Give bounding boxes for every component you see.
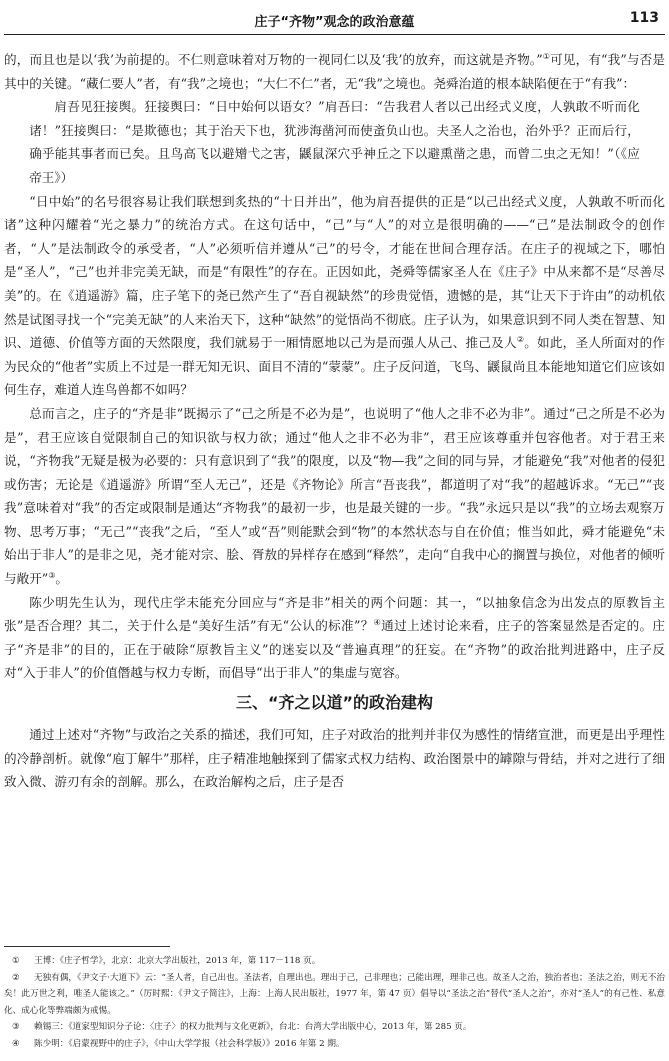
footnote-ref: ③ [48, 570, 56, 580]
footnote-ref: ② [516, 334, 525, 344]
paragraph-text: 陈少明先生认为，现代庄学未能充分回应与“齐是非”相关的两个问题：其一，“以抽象信念为出发点的原教旨主张”是否合理？其二，关于什么是“美好生活”有无“公认的标准”？ [4, 594, 665, 634]
paragraph-text: 。 [55, 571, 68, 587]
footnote-number: ② [12, 972, 20, 983]
running-header [0, 0, 669, 36]
paragraph [4, 402, 665, 591]
section-heading: 三、“齐之以道”的政治建构 [235, 693, 434, 713]
footnote-ref: ④ [373, 618, 382, 628]
paragraph-text: 通过上述讨论来看，庄子的答案显然是否定的。庄子“齐是非”的目的，正在于破除“原教旨主义”的迷妄以及“普遍真理”的狂妄。在“齐物”的政治批判进路中，庄子反对“入于非人”的价值僭越与权力专断，而倡导“出于非人”的集虚与宽容。 [4, 618, 666, 681]
footnote-rule [4, 946, 170, 947]
footnote-number: ③ [12, 1022, 20, 1033]
paragraph [4, 48, 665, 95]
header-rule [4, 34, 665, 35]
paragraph [4, 591, 665, 685]
footnote [4, 1019, 665, 1036]
footnote-text: 无独有偶，《尹文子·大道下》云：“圣人者，自己出也。圣法者，自理出也。理出于己，己非理也；己能出理，理非己也。故圣人之治，独治者也；圣法之治，则无不治矣！此万世之利，唯圣人能该之。”（厉时熙：《尹文子简注》，上海：上海人民出版社，1977 年，第 47 页）倡导以“圣法之治”替代“圣人之治”，亦对“圣人”的有己性、私意化、成心化等弊端颇为戒惕。 [4, 972, 665, 1016]
article-body [4, 48, 665, 794]
page-number: 113 [629, 10, 659, 26]
paragraph [4, 190, 665, 402]
paragraph-text: 可见，有“我”与否是其中的关键。“藏仁要人”者，有“我”之境也；“大仁不仁”者，无“我”之境也。尧舜治道的根本缺陷便在于“有我”： [4, 52, 665, 91]
footnote [4, 1036, 665, 1053]
paragraph-text: 总而言之，庄子的“齐是非”既揭示了“己之所是不必为是”，也说明了“他人之非不必为非”。通过“己之所是不必为是”，君王应该自觉限制自己的知识欲与权力欲；通过“他人之非不必为非”，君王应该尊重并包容他者。对于君王来说，“齐物我”无疑是极为必要的：只有意识到了“我”的限度，以及“物—我”之间的同与异，才能避免“我”对他者的侵犯或伤害；无论是《逍遥游》所谓“至人无己”，还是《齐物论》所言“吾丧我”，都道明了对“我”的超越诉求。“无己”“丧我”意味着对“我”的否定或限制是通达“齐物我”的最初一步，也是最关键的一步。“我”永远只是以“我”的立场去观察万物、思考万事；“无己”“丧我”之后，“至人”或“吾”则能默会到“物”的本然状态与自在价值；惟当如此，舜才能避免“未始出于非人”的是非之见，尧才能对宗、脍、胥敖的异样存在感到“释然”，走向“自我中心的搁置与换位，对他者的倾听与敞开” [4, 405, 665, 587]
footnote-ref: ① [542, 51, 551, 61]
paragraph: 通过上述对“齐物”与政治之关系的描述，我们可知，庄子对政治的批判并非仅为感性的情绪宣泄，而更是出乎理性的冷静剖析。就像“庖丁解牛”那样，庄子精准地触探到了儒家式权力结构、政治图景中的罅隙与骨结，并对之进行了细致入微、游刃有余的剖解。那么，在政治解构之后，庄子是否 [4, 727, 665, 790]
footnotes [4, 953, 665, 1053]
footnote [4, 953, 665, 970]
paragraph-text: 。如此，圣人所面对的作为民众的“他者”实质上不过是一群无知无识、面目不清的“蒙蒙”。庄子反问道，飞鸟、鼷鼠尚且本能地知道它们应该如何生存，难道人连鸟兽都不如吗？ [4, 335, 666, 398]
paragraph-text: 的，而且也是以‘我’为前提的。不仁则意味着对万物的一视同仁以及‘我’的放弃，而这就是齐物。” [4, 52, 543, 67]
block-quote: 肩吾见狂接舆。狂接舆曰：“日中始何以语女？”肩吾曰：“告我君人者以己出经式义度，人孰敢不听而化诸！”狂接舆曰：“是欺德也；其于治天下也，犹涉海凿河而使蚉负山也。夫圣人之治也，治外乎？正而后行，确乎能其事者而已矣。且鸟高飞以避矰弋之害，鼷鼠深穴乎神丘之下以避熏凿之患，而曾二虫之无知！”（《应帝王》） [29, 99, 640, 185]
footnote-number: ④ [12, 1038, 20, 1049]
footnote [4, 970, 665, 1020]
footnote-text: 赖锡三：《道家型知识分子论：〈庄子〉的权力批判与文化更新》，台北：台湾大学出版中心，2013 年，第 285 页。 [34, 1022, 472, 1033]
footnote-text: 王博：《庄子哲学》，北京：北京大学出版社，2013 年，第 117－118 页。 [34, 956, 321, 966]
running-title: 庄子“齐物”观念的政治意蕴 [254, 15, 415, 30]
footnote-number: ① [12, 956, 20, 966]
footnote-text: 陈少明：《启蒙视野中的庄子》，《中山大学学报（社会科学版）》2016 年第 2 期。 [34, 1038, 345, 1049]
paragraph-text: “日中始”的名号很容易让我们联想到炙热的“十日并出”，他为肩吾提供的正是“以己出经式义度，人孰敢不听而化诸”这种闪耀着“光之暴力”的统治方式。在这句话中，“己”与“人”的对立是很明确的——“己”是法制政令的创作者，“人”是法制政令的承受者，“人”必须听信并遵从“己”的号令，才能在世间合理存活。在庄子的视域之下，哪怕是“圣人”，“己”也并非完美无缺，而是“有限性”的存在。正因如此，尧舜等儒家圣人在《庄子》中从来都不是“尽善尽美”的。在《逍遥游》篇，庄子笔下的尧已然产生了“吾自视缺然”的珍贵觉悟，遗憾的是，其“让天下于许由”的动机依然是试图寻找一个“完美无缺”的人来治天下，这种“缺然”的觉悟尚不彻底。庄子认为，如果意识到不同人类在智慧、知识、道德、价值等方面的天然限度，我们就易于一厢情愿地以己为是而强人从己、推己及人 [4, 193, 665, 351]
